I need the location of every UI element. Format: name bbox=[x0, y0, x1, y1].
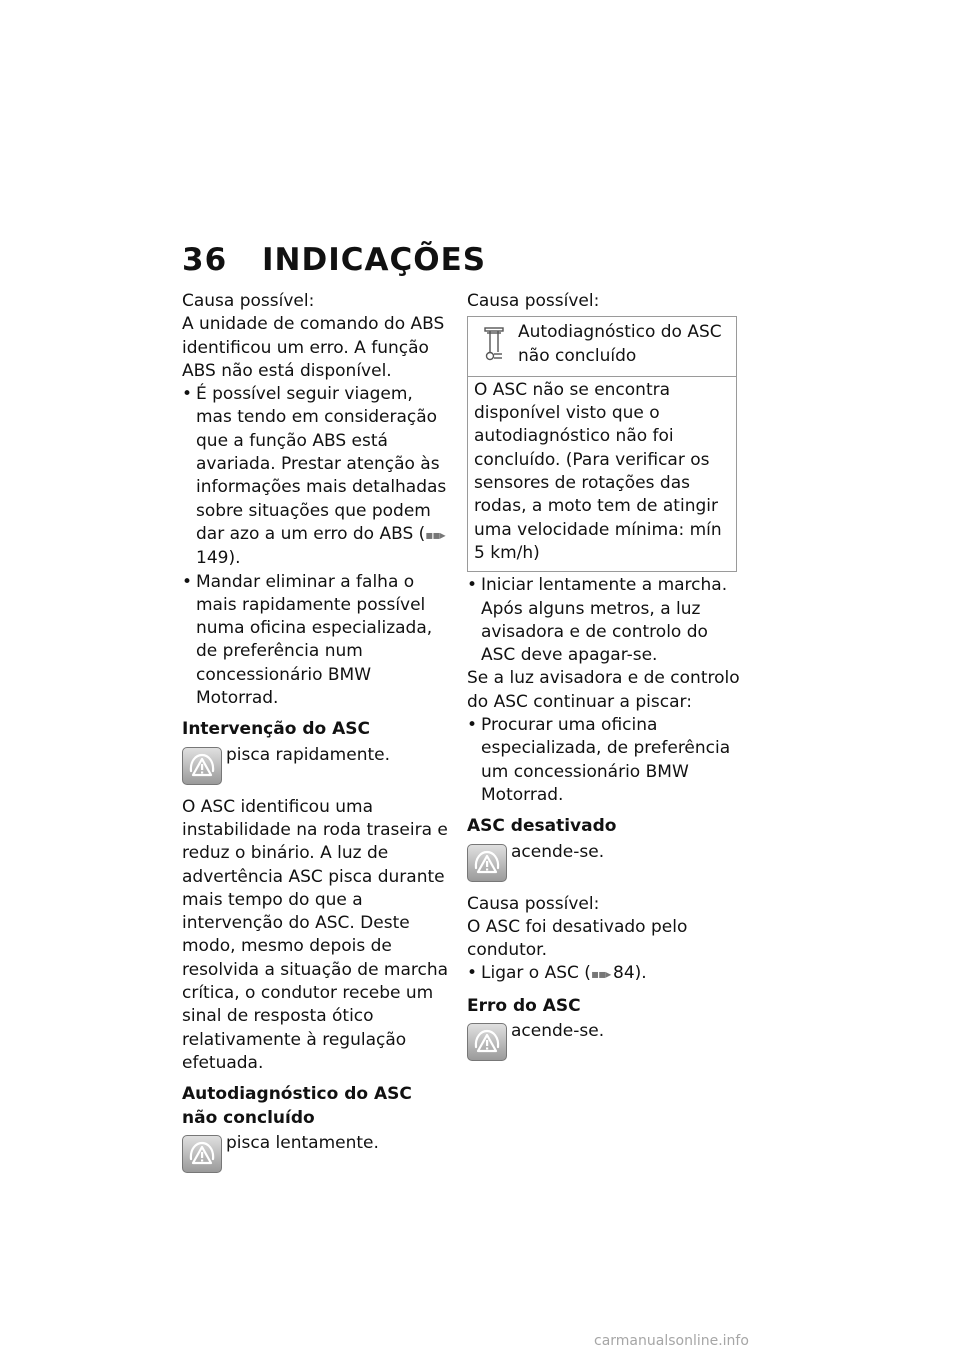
indicator-status: acende-se. bbox=[511, 841, 605, 862]
indicator-asc-deactivated bbox=[467, 841, 742, 881]
page-reference-arrow-icon: ▪▪▸ bbox=[590, 967, 614, 982]
cause-text: A unidade de comando do ABS identificou um erro. A função ABS não está disponível. bbox=[182, 314, 445, 381]
info-box-title: Autodiagnóstico do ASC não concluído bbox=[518, 322, 722, 366]
indicator-status: pisca rapidamente. bbox=[226, 744, 390, 765]
bullet-list bbox=[182, 383, 452, 710]
page-reference[interactable]: 84). bbox=[613, 963, 647, 984]
indicator-asc-intervention bbox=[182, 744, 452, 784]
indicator-asc-error bbox=[467, 1020, 742, 1060]
watermark: carmanualsonline.info bbox=[594, 1333, 749, 1349]
page-header bbox=[182, 240, 486, 280]
indicator-asc-selfdiagnosis bbox=[182, 1132, 452, 1172]
bullet-list bbox=[467, 962, 742, 986]
section-heading-asc-deactivated: ASC desativado bbox=[467, 816, 617, 837]
cause-label: Causa possível: bbox=[467, 291, 600, 311]
info-box-text: O ASC não se encontra disponível visto que o autodiagnóstico não foi concluído. (Para verificar os sensores de rotações das rodas, a moto tem de atingir uma velocidade mínima: mín 5 km/h) bbox=[474, 379, 722, 563]
list-item: • Iniciar lentamente a marcha. Após alguns metros, a luz avisadora e de controlo do ASC deve apagar-se. bbox=[467, 574, 742, 667]
bullet-list bbox=[467, 574, 742, 667]
info-box bbox=[467, 316, 737, 572]
list-item: • Procurar uma oficina especializada, de preferência um concessionário BMW Motorrad. bbox=[467, 714, 742, 807]
section-heading-asc-error: Erro do ASC bbox=[467, 995, 581, 1016]
list-item: • Mandar eliminar a falha o mais rapidamente possível numa oficina especializada, de preferência num concessionário BMW Motorrad. bbox=[182, 571, 452, 711]
cause-label: Causa possível: bbox=[182, 291, 315, 311]
indicator-status: pisca lentamente. bbox=[226, 1132, 379, 1153]
right-column bbox=[467, 290, 742, 1060]
section-text: O ASC identificou uma instabilidade na roda traseira e reduz o binário. A luz de advertência ASC pisca durante mais tempo do que a intervenção do ASC. Deste modo, mesmo depois de resolvida a situação de marcha crítica, o condutor recebe um sinal de resposta ótico relativamente à regulação efetuada. bbox=[182, 796, 449, 1073]
cause-text: O ASC foi desativado pelo condutor. bbox=[467, 916, 688, 961]
list-item: • Ligar o ASC (▪▪▸ 84). bbox=[467, 962, 742, 986]
asc-warning-lamp-icon bbox=[182, 1135, 222, 1173]
info-box-header bbox=[468, 317, 736, 377]
asc-warning-lamp-icon bbox=[467, 1023, 507, 1061]
condition-text: Se a luz avisadora e de controlo do ASC continuar a piscar: bbox=[467, 668, 740, 712]
asc-warning-lamp-icon bbox=[182, 747, 222, 785]
section-heading-asc-selfdiagnosis: Autodiagnóstico do ASC não concluído bbox=[182, 1084, 412, 1128]
page-reference-arrow-icon: ▪▪▸ bbox=[425, 527, 445, 542]
indicator-status: acende-se. bbox=[511, 1021, 605, 1042]
page-number: 36 bbox=[182, 242, 228, 278]
cause-label: Causa possível: bbox=[467, 893, 600, 914]
wrench-gauge-icon bbox=[482, 326, 506, 362]
asc-warning-lamp-icon bbox=[467, 844, 507, 882]
bullet-list bbox=[467, 714, 742, 807]
page-reference[interactable]: 149). bbox=[196, 548, 241, 569]
left-column bbox=[182, 290, 452, 1172]
page-title: INDICAÇÕES bbox=[262, 242, 487, 278]
list-item: • É possível seguir viagem, mas tendo em consideração que a função ABS está avariada. Prestar atenção às informações mais detalhadas sobre situações que podem dar azo a um erro do ABS (▪▪▸ 149). bbox=[182, 383, 452, 570]
section-heading-asc-intervention: Intervenção do ASC bbox=[182, 719, 370, 740]
